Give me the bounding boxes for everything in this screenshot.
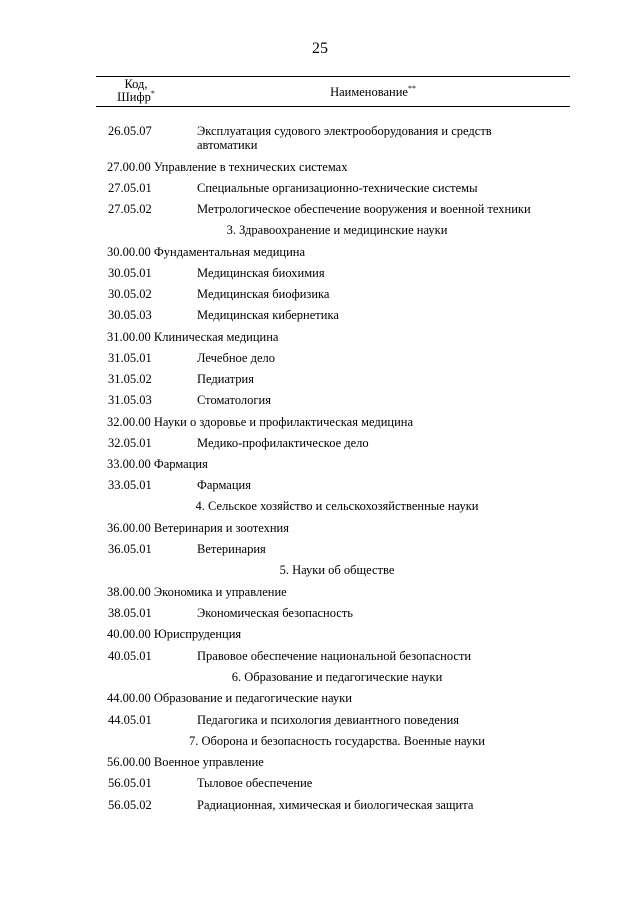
group-heading: 27.00.00 Управление в технических системах	[107, 160, 348, 174]
page-number: 25	[312, 40, 328, 57]
row-name: Экономическая безопасность	[197, 606, 353, 620]
row-name: Лечебное дело	[197, 351, 275, 365]
row-code: 56.05.02	[108, 798, 152, 812]
header-name-footnote-mark: **	[407, 83, 416, 93]
row-code: 27.05.02	[108, 202, 152, 216]
section-heading: 4. Сельское хозяйство и сельскохозяйственные науки	[195, 499, 479, 513]
row-name: Медицинская кибернетика	[197, 308, 339, 322]
section-heading: 7. Оборона и безопасность государства. Военные науки	[189, 734, 485, 748]
row-code: 30.05.01	[108, 266, 152, 280]
row-code: 38.05.01	[108, 606, 152, 620]
row-code: 32.05.01	[108, 436, 152, 450]
row-name: Правовое обеспечение национальной безопасности	[197, 649, 472, 663]
group-heading: 31.00.00 Клиническая медицина	[107, 330, 279, 344]
header-name-label: Наименование	[330, 85, 408, 99]
section-heading: 6. Образование и педагогические науки	[231, 670, 443, 684]
row-code: 30.05.02	[108, 287, 152, 301]
row-code: 33.05.01	[108, 478, 152, 492]
row-name: Стоматология	[197, 393, 271, 407]
header-code-line2: Шифр	[117, 90, 151, 104]
row-name: Медико-профилактическое дело	[197, 436, 369, 450]
row-name: Тыловое обеспечение	[197, 776, 313, 790]
row-code: 31.05.03	[108, 393, 152, 407]
group-heading: 40.00.00 Юриспруденция	[107, 627, 242, 641]
row-name: Медицинская биохимия	[197, 266, 325, 280]
group-heading: 32.00.00 Науки о здоровье и профилактическая медицина	[107, 415, 414, 429]
section-heading: 5. Науки об обществе	[279, 563, 395, 577]
row-name: Ветеринария	[197, 542, 266, 556]
row-name: Метрологическое обеспечение вооружения и военной техники	[197, 202, 531, 216]
row-name: Эксплуатация судового электрооборудования и средств автоматики	[197, 124, 492, 152]
row-code: 56.05.01	[108, 776, 152, 790]
row-name: Педиатрия	[197, 372, 254, 386]
row-code: 40.05.01	[108, 649, 152, 663]
row-code: 26.05.07	[108, 124, 152, 138]
group-heading: 33.00.00 Фармация	[107, 457, 208, 471]
group-heading: 36.00.00 Ветеринария и зоотехния	[107, 521, 290, 535]
row-name: Радиационная, химическая и биологическая защита	[197, 798, 474, 812]
section-heading: 3. Здравоохранение и медицинские науки	[226, 223, 448, 237]
group-heading: 56.00.00 Военное управление	[107, 755, 264, 769]
row-name: Медицинская биофизика	[197, 287, 330, 301]
header-code-line1: Код,	[124, 77, 148, 91]
row-code: 31.05.02	[108, 372, 152, 386]
row-name: Педагогика и психология девиантного поведения	[197, 713, 460, 727]
header-code-footnote-mark: *	[150, 88, 155, 98]
row-name: Специальные организационно-технические системы	[197, 181, 478, 195]
row-code: 31.05.01	[108, 351, 152, 365]
group-heading: 38.00.00 Экономика и управление	[107, 585, 287, 599]
row-code: 36.05.01	[108, 542, 152, 556]
row-name: Фармация	[197, 478, 251, 492]
row-code: 27.05.01	[108, 181, 152, 195]
row-code: 44.05.01	[108, 713, 152, 727]
row-code: 30.05.03	[108, 308, 152, 322]
group-heading: 44.00.00 Образование и педагогические науки	[107, 691, 352, 705]
group-heading: 30.00.00 Фундаментальная медицина	[107, 245, 306, 259]
